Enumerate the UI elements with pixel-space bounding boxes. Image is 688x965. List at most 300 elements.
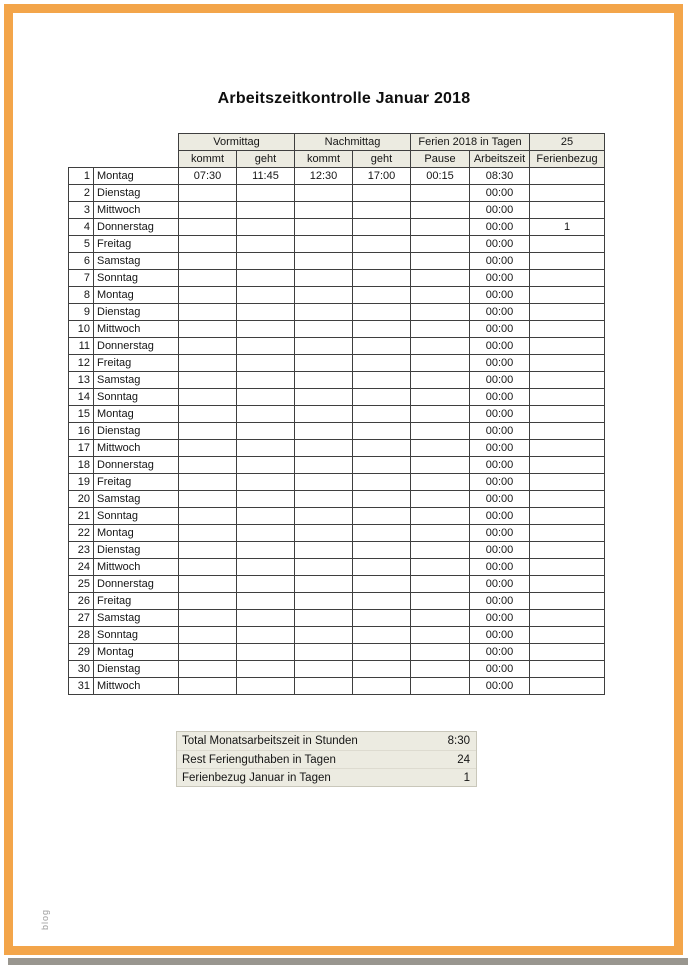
summary-value: 24: [457, 753, 470, 766]
ferienbezug-cell: [530, 644, 605, 661]
day-name-cell: Montag: [94, 525, 179, 542]
header-ferien-2018: Ferien 2018 in Tagen: [411, 134, 530, 151]
arbeitszeit-cell: 00:00: [470, 406, 530, 423]
row-number-cell: 13: [69, 372, 94, 389]
table-body: [69, 168, 605, 695]
arbeitszeit-cell: 00:00: [470, 185, 530, 202]
vormittag-geht-cell: [237, 338, 295, 355]
header-nachmittag: Nachmittag: [295, 134, 411, 151]
table-row: [69, 355, 605, 372]
row-number-cell: 10: [69, 321, 94, 338]
nachmittag-geht-cell: [353, 474, 411, 491]
arbeitszeit-cell: 00:00: [470, 304, 530, 321]
row-number-cell: 8: [69, 287, 94, 304]
day-name-cell: Sonntag: [94, 508, 179, 525]
ferienbezug-cell: [530, 355, 605, 372]
table-row: [69, 593, 605, 610]
vormittag-kommt-cell: [179, 219, 237, 236]
header-blank-cell: [69, 151, 179, 168]
table-row: [69, 610, 605, 627]
vormittag-geht-cell: [237, 287, 295, 304]
row-number-cell: 1: [69, 168, 94, 185]
arbeitszeit-cell: 08:30: [470, 168, 530, 185]
vormittag-kommt-cell: [179, 457, 237, 474]
row-number-cell: 19: [69, 474, 94, 491]
vormittag-geht-cell: [237, 440, 295, 457]
pause-cell: [411, 304, 470, 321]
header-vormittag: Vormittag: [179, 134, 295, 151]
vormittag-geht-cell: [237, 678, 295, 695]
day-name-cell: Mittwoch: [94, 202, 179, 219]
day-name-cell: Donnerstag: [94, 457, 179, 474]
nachmittag-kommt-cell: [295, 576, 353, 593]
row-number-cell: 20: [69, 491, 94, 508]
nachmittag-geht-cell: [353, 508, 411, 525]
header-blank-cell: [69, 134, 179, 151]
vormittag-kommt-cell: [179, 661, 237, 678]
ferienbezug-cell: [530, 423, 605, 440]
vormittag-geht-cell: [237, 253, 295, 270]
nachmittag-kommt-cell: [295, 389, 353, 406]
nachmittag-kommt-cell: [295, 644, 353, 661]
ferienbezug-cell: [530, 236, 605, 253]
pause-cell: [411, 525, 470, 542]
summary-box: [176, 731, 477, 787]
table-row: [69, 644, 605, 661]
arbeitszeit-cell: 00:00: [470, 661, 530, 678]
nachmittag-geht-cell: [353, 219, 411, 236]
nachmittag-kommt-cell: [295, 542, 353, 559]
table-row: [69, 423, 605, 440]
blog-watermark: blog: [40, 908, 50, 930]
ferienbezug-cell: [530, 593, 605, 610]
row-number-cell: 29: [69, 644, 94, 661]
vormittag-geht-cell: [237, 321, 295, 338]
pause-cell: [411, 678, 470, 695]
ferienbezug-cell: [530, 678, 605, 695]
table-row: [69, 474, 605, 491]
vormittag-geht-cell: [237, 185, 295, 202]
vormittag-geht-cell: [237, 542, 295, 559]
nachmittag-geht-cell: [353, 236, 411, 253]
vormittag-kommt-cell: [179, 491, 237, 508]
nachmittag-kommt-cell: [295, 372, 353, 389]
day-name-cell: Sonntag: [94, 270, 179, 287]
nachmittag-kommt-cell: [295, 219, 353, 236]
nachmittag-kommt-cell: [295, 525, 353, 542]
pause-cell: [411, 610, 470, 627]
summary-row: [177, 750, 476, 768]
vormittag-kommt-cell: [179, 542, 237, 559]
ferienbezug-cell: [530, 491, 605, 508]
arbeitszeit-cell: 00:00: [470, 253, 530, 270]
nachmittag-kommt-cell: 12:30: [295, 168, 353, 185]
summary-value: 8:30: [447, 735, 470, 747]
nachmittag-geht-cell: [353, 389, 411, 406]
col-header-vormittag-kommt: kommt: [179, 151, 237, 168]
nachmittag-kommt-cell: [295, 355, 353, 372]
arbeitszeit-cell: 00:00: [470, 542, 530, 559]
ferienbezug-cell: [530, 627, 605, 644]
nachmittag-kommt-cell: [295, 440, 353, 457]
day-name-cell: Freitag: [94, 355, 179, 372]
table-row: [69, 338, 605, 355]
pause-cell: [411, 457, 470, 474]
pause-cell: [411, 661, 470, 678]
nachmittag-kommt-cell: [295, 321, 353, 338]
ferienbezug-cell: [530, 287, 605, 304]
arbeitszeit-cell: 00:00: [470, 508, 530, 525]
arbeitszeit-cell: 00:00: [470, 219, 530, 236]
vormittag-geht-cell: 11:45: [237, 168, 295, 185]
day-name-cell: Dienstag: [94, 304, 179, 321]
row-number-cell: 12: [69, 355, 94, 372]
table-row: [69, 525, 605, 542]
summary-label: Total Monatsarbeitszeit in Stunden: [182, 735, 358, 747]
arbeitszeit-cell: 00:00: [470, 423, 530, 440]
nachmittag-kommt-cell: [295, 270, 353, 287]
nachmittag-geht-cell: [353, 610, 411, 627]
pause-cell: [411, 627, 470, 644]
row-number-cell: 14: [69, 389, 94, 406]
ferienbezug-cell: [530, 270, 605, 287]
table-row: [69, 440, 605, 457]
arbeitszeit-cell: 00:00: [470, 270, 530, 287]
table-row: [69, 236, 605, 253]
vormittag-kommt-cell: [179, 525, 237, 542]
nachmittag-kommt-cell: [295, 661, 353, 678]
ferienbezug-cell: [530, 406, 605, 423]
nachmittag-geht-cell: [353, 627, 411, 644]
day-name-cell: Mittwoch: [94, 321, 179, 338]
row-number-cell: 31: [69, 678, 94, 695]
vormittag-geht-cell: [237, 406, 295, 423]
pause-cell: [411, 474, 470, 491]
table-row: [69, 491, 605, 508]
arbeitszeit-cell: 00:00: [470, 576, 530, 593]
pause-cell: [411, 287, 470, 304]
group-header-row: [69, 134, 605, 151]
ferienbezug-cell: [530, 389, 605, 406]
nachmittag-geht-cell: 17:00: [353, 168, 411, 185]
day-name-cell: Montag: [94, 168, 179, 185]
row-number-cell: 30: [69, 661, 94, 678]
vormittag-geht-cell: [237, 525, 295, 542]
pause-cell: [411, 185, 470, 202]
ferienbezug-cell: [530, 610, 605, 627]
table-row: [69, 406, 605, 423]
vormittag-geht-cell: [237, 491, 295, 508]
vormittag-geht-cell: [237, 593, 295, 610]
vormittag-kommt-cell: [179, 185, 237, 202]
vormittag-geht-cell: [237, 627, 295, 644]
nachmittag-kommt-cell: [295, 304, 353, 321]
ferienbezug-cell: [530, 440, 605, 457]
pause-cell: [411, 440, 470, 457]
day-name-cell: Freitag: [94, 593, 179, 610]
vormittag-geht-cell: [237, 372, 295, 389]
pause-cell: [411, 491, 470, 508]
col-header-vormittag-geht: geht: [237, 151, 295, 168]
pause-cell: [411, 270, 470, 287]
arbeitszeit-cell: 00:00: [470, 491, 530, 508]
arbeitszeit-cell: 00:00: [470, 644, 530, 661]
page-bottom-shadow: [8, 958, 688, 965]
table-row: [69, 219, 605, 236]
arbeitszeit-cell: 00:00: [470, 321, 530, 338]
day-name-cell: Donnerstag: [94, 576, 179, 593]
vormittag-geht-cell: [237, 457, 295, 474]
row-number-cell: 3: [69, 202, 94, 219]
vormittag-geht-cell: [237, 236, 295, 253]
table-row: [69, 253, 605, 270]
pause-cell: [411, 338, 470, 355]
row-number-cell: 11: [69, 338, 94, 355]
nachmittag-kommt-cell: [295, 593, 353, 610]
nachmittag-kommt-cell: [295, 627, 353, 644]
table-row: [69, 270, 605, 287]
col-header-nachmittag-geht: geht: [353, 151, 411, 168]
vormittag-kommt-cell: [179, 627, 237, 644]
nachmittag-geht-cell: [353, 253, 411, 270]
day-name-cell: Samstag: [94, 253, 179, 270]
day-name-cell: Montag: [94, 406, 179, 423]
vormittag-kommt-cell: [179, 389, 237, 406]
nachmittag-kommt-cell: [295, 474, 353, 491]
row-number-cell: 4: [69, 219, 94, 236]
col-header-arbeitszeit: Arbeitszeit: [470, 151, 530, 168]
vormittag-kommt-cell: [179, 253, 237, 270]
day-name-cell: Sonntag: [94, 627, 179, 644]
ferienbezug-cell: [530, 474, 605, 491]
arbeitszeit-cell: 00:00: [470, 236, 530, 253]
summary-value: 1: [463, 771, 470, 784]
column-header-row: [69, 151, 605, 168]
nachmittag-geht-cell: [353, 287, 411, 304]
ferienbezug-cell: [530, 202, 605, 219]
pause-cell: 00:15: [411, 168, 470, 185]
vormittag-kommt-cell: 07:30: [179, 168, 237, 185]
vormittag-kommt-cell: [179, 304, 237, 321]
vormittag-geht-cell: [237, 219, 295, 236]
vormittag-geht-cell: [237, 389, 295, 406]
table-row: [69, 661, 605, 678]
ferienbezug-cell: [530, 542, 605, 559]
vormittag-kommt-cell: [179, 593, 237, 610]
ferienbezug-cell: [530, 253, 605, 270]
pause-cell: [411, 321, 470, 338]
nachmittag-geht-cell: [353, 406, 411, 423]
pause-cell: [411, 253, 470, 270]
table-row: [69, 287, 605, 304]
vormittag-kommt-cell: [179, 270, 237, 287]
vormittag-kommt-cell: [179, 678, 237, 695]
ferienbezug-cell: 1: [530, 219, 605, 236]
row-number-cell: 6: [69, 253, 94, 270]
ferienbezug-cell: [530, 321, 605, 338]
nachmittag-geht-cell: [353, 644, 411, 661]
ferienbezug-cell: [530, 457, 605, 474]
day-name-cell: Samstag: [94, 372, 179, 389]
timesheet-table: [68, 133, 605, 695]
table-row: [69, 576, 605, 593]
vormittag-geht-cell: [237, 610, 295, 627]
row-number-cell: 16: [69, 423, 94, 440]
nachmittag-kommt-cell: [295, 287, 353, 304]
summary-row: [177, 768, 476, 786]
day-name-cell: Montag: [94, 644, 179, 661]
arbeitszeit-cell: 00:00: [470, 338, 530, 355]
ferienbezug-cell: [530, 661, 605, 678]
ferienbezug-cell: [530, 168, 605, 185]
pause-cell: [411, 372, 470, 389]
day-name-cell: Dienstag: [94, 423, 179, 440]
row-number-cell: 22: [69, 525, 94, 542]
nachmittag-kommt-cell: [295, 423, 353, 440]
day-name-cell: Donnerstag: [94, 219, 179, 236]
arbeitszeit-cell: 00:00: [470, 287, 530, 304]
ferienbezug-cell: [530, 185, 605, 202]
col-header-ferienbezug: Ferienbezug: [530, 151, 605, 168]
nachmittag-geht-cell: [353, 542, 411, 559]
nachmittag-kommt-cell: [295, 236, 353, 253]
pause-cell: [411, 508, 470, 525]
vormittag-kommt-cell: [179, 440, 237, 457]
pause-cell: [411, 219, 470, 236]
vormittag-kommt-cell: [179, 508, 237, 525]
vormittag-kommt-cell: [179, 236, 237, 253]
summary-row: [177, 732, 476, 750]
pause-cell: [411, 423, 470, 440]
row-number-cell: 2: [69, 185, 94, 202]
nachmittag-geht-cell: [353, 321, 411, 338]
row-number-cell: 25: [69, 576, 94, 593]
row-number-cell: 5: [69, 236, 94, 253]
vormittag-kommt-cell: [179, 559, 237, 576]
vormittag-geht-cell: [237, 576, 295, 593]
row-number-cell: 26: [69, 593, 94, 610]
nachmittag-geht-cell: [353, 304, 411, 321]
ferienbezug-cell: [530, 372, 605, 389]
row-number-cell: 21: [69, 508, 94, 525]
vormittag-geht-cell: [237, 474, 295, 491]
arbeitszeit-cell: 00:00: [470, 474, 530, 491]
pause-cell: [411, 593, 470, 610]
table-row: [69, 372, 605, 389]
nachmittag-geht-cell: [353, 372, 411, 389]
vormittag-kommt-cell: [179, 338, 237, 355]
pause-cell: [411, 559, 470, 576]
vormittag-kommt-cell: [179, 355, 237, 372]
vormittag-geht-cell: [237, 304, 295, 321]
vormittag-kommt-cell: [179, 321, 237, 338]
row-number-cell: 18: [69, 457, 94, 474]
vormittag-geht-cell: [237, 202, 295, 219]
nachmittag-geht-cell: [353, 678, 411, 695]
ferienbezug-cell: [530, 304, 605, 321]
vormittag-kommt-cell: [179, 644, 237, 661]
nachmittag-geht-cell: [353, 661, 411, 678]
day-name-cell: Dienstag: [94, 542, 179, 559]
day-name-cell: Samstag: [94, 491, 179, 508]
arbeitszeit-cell: 00:00: [470, 593, 530, 610]
nachmittag-kommt-cell: [295, 406, 353, 423]
nachmittag-geht-cell: [353, 491, 411, 508]
vormittag-geht-cell: [237, 559, 295, 576]
nachmittag-geht-cell: [353, 355, 411, 372]
ferienbezug-cell: [530, 338, 605, 355]
row-number-cell: 9: [69, 304, 94, 321]
nachmittag-kommt-cell: [295, 508, 353, 525]
col-header-nachmittag-kommt: kommt: [295, 151, 353, 168]
day-name-cell: Dienstag: [94, 185, 179, 202]
nachmittag-geht-cell: [353, 525, 411, 542]
day-name-cell: Sonntag: [94, 389, 179, 406]
nachmittag-kommt-cell: [295, 338, 353, 355]
day-name-cell: Freitag: [94, 474, 179, 491]
vormittag-geht-cell: [237, 270, 295, 287]
pause-cell: [411, 644, 470, 661]
arbeitszeit-cell: 00:00: [470, 202, 530, 219]
row-number-cell: 15: [69, 406, 94, 423]
vormittag-kommt-cell: [179, 287, 237, 304]
row-number-cell: 7: [69, 270, 94, 287]
nachmittag-geht-cell: [353, 423, 411, 440]
header-ferien-total: 25: [530, 134, 605, 151]
nachmittag-kommt-cell: [295, 185, 353, 202]
summary-label: Ferienbezug Januar in Tagen: [182, 771, 331, 784]
vormittag-kommt-cell: [179, 576, 237, 593]
nachmittag-kommt-cell: [295, 678, 353, 695]
table-row: [69, 168, 605, 185]
nachmittag-geht-cell: [353, 457, 411, 474]
vormittag-geht-cell: [237, 661, 295, 678]
day-name-cell: Samstag: [94, 610, 179, 627]
nachmittag-kommt-cell: [295, 491, 353, 508]
summary-label: Rest Ferienguthaben in Tagen: [182, 753, 336, 766]
table-row: [69, 627, 605, 644]
pause-cell: [411, 389, 470, 406]
page-title: Arbeitszeitkontrolle Januar 2018: [217, 90, 471, 107]
nachmittag-geht-cell: [353, 559, 411, 576]
day-name-cell: Mittwoch: [94, 559, 179, 576]
nachmittag-geht-cell: [353, 270, 411, 287]
table-row: [69, 457, 605, 474]
arbeitszeit-cell: 00:00: [470, 610, 530, 627]
ferienbezug-cell: [530, 525, 605, 542]
vormittag-kommt-cell: [179, 406, 237, 423]
table-row: [69, 389, 605, 406]
day-name-cell: Freitag: [94, 236, 179, 253]
arbeitszeit-cell: 00:00: [470, 389, 530, 406]
arbeitszeit-cell: 00:00: [470, 355, 530, 372]
pause-cell: [411, 355, 470, 372]
arbeitszeit-cell: 00:00: [470, 525, 530, 542]
row-number-cell: 27: [69, 610, 94, 627]
nachmittag-geht-cell: [353, 440, 411, 457]
day-name-cell: Donnerstag: [94, 338, 179, 355]
pause-cell: [411, 406, 470, 423]
vormittag-geht-cell: [237, 644, 295, 661]
vormittag-kommt-cell: [179, 372, 237, 389]
arbeitszeit-cell: 00:00: [470, 440, 530, 457]
vormittag-geht-cell: [237, 423, 295, 440]
table-row: [69, 678, 605, 695]
day-name-cell: Mittwoch: [94, 440, 179, 457]
table-row: [69, 321, 605, 338]
row-number-cell: 24: [69, 559, 94, 576]
table-row: [69, 185, 605, 202]
